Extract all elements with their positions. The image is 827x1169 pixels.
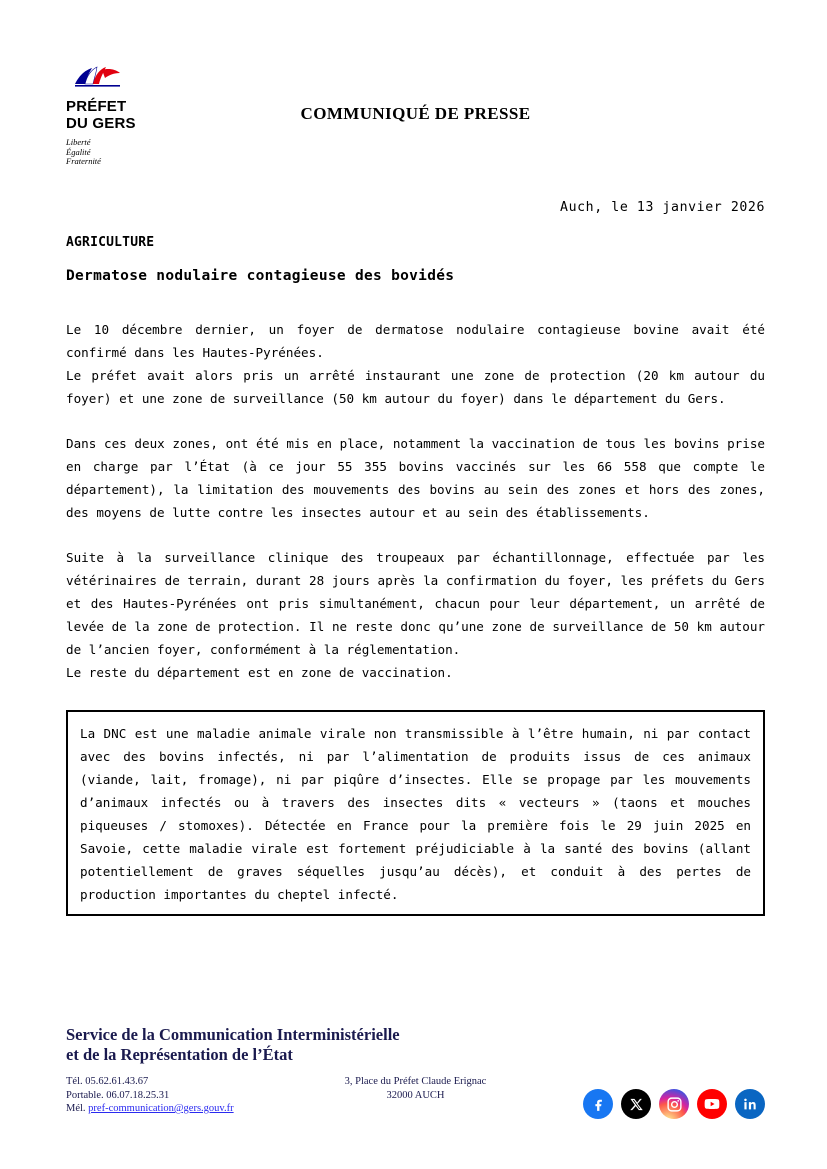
logo-title-line1: PRÉFET — [66, 98, 127, 115]
motto-line1: Liberté — [66, 137, 91, 147]
footer-address-line2: 32000 AUCH — [386, 1090, 445, 1101]
document-title: COMMUNIQUÉ DE PRESSE — [300, 104, 531, 123]
paragraph-5: Le reste du département est en zone de vaccination. — [66, 665, 453, 680]
footer-mail-row — [66, 1102, 234, 1116]
subject-heading: Dermatose nodulaire contagieuse des bovidés — [66, 268, 455, 284]
x-twitter-icon[interactable] — [621, 1089, 651, 1119]
marianne-logo-icon — [72, 62, 124, 96]
paragraph-3: Dans ces deux zones, ont été mis en place, notamment la vaccination de tous les bovins prise en charge par l’État (à ce jour 55 355 bovins vaccinés sur les 66 558 que compte le département), la limitation des mouvements des bovins au sein des zones et hors des zones, des moyens de lutte contre les insectes autour et au sein des établissements. — [66, 436, 765, 520]
footer-service-line1: Service de la Communication Interministérielle — [66, 1025, 400, 1044]
footer-mail-label: Mél. — [66, 1103, 86, 1114]
social-links — [583, 1089, 765, 1119]
footer-service-title — [66, 1025, 765, 1065]
footer-mobile: Portable. 06.07.18.25.31 — [66, 1089, 170, 1101]
paragraph-4: Suite à la surveillance clinique des troupeaux par échantillonnage, effectuée par les vétérinaires de terrain, durant 28 jours après la confirmation du foyer, les préfets du Gers et des Hautes-Pyrénées ont pris simultanément, chacun pour leur département, un arrêté de levée de la zone de protection. Il ne reste donc qu’une zone de surveillance de 50 km autour de l’ancien foyer, conformément à la réglementation. — [66, 550, 765, 657]
info-box — [66, 710, 765, 916]
motto-line3: Fraternité — [66, 156, 101, 166]
topic-label: AGRICULTURE — [66, 235, 155, 250]
document-body — [66, 318, 765, 684]
date-line: Auch, le 13 janvier 2026 — [560, 200, 765, 215]
paragraph-2: Le préfet avait alors pris un arrêté instaurant une zone de protection (20 km autour du foyer) et une zone de surveillance (50 km autour du foyer) dans le département du Gers. — [66, 368, 765, 406]
footer-columns — [66, 1075, 765, 1135]
document-header — [66, 52, 765, 172]
logo-title-line2: DU GERS — [66, 115, 136, 132]
linkedin-icon[interactable] — [735, 1089, 765, 1119]
motto-line2: Égalité — [66, 146, 91, 157]
footer-email-link[interactable]: pref-communication@gers.gouv.fr — [88, 1103, 234, 1114]
instagram-icon[interactable] — [659, 1089, 689, 1119]
facebook-icon[interactable] — [583, 1089, 613, 1119]
document-footer — [66, 1025, 765, 1135]
footer-phone: Tél. 05.62.61.43.67 — [66, 1076, 149, 1087]
footer-address-line1: 3, Place du Préfet Claude Erignac — [344, 1076, 487, 1087]
footer-service-line2: et de la Représentation de l’État — [66, 1045, 293, 1064]
youtube-icon[interactable] — [697, 1089, 727, 1119]
motto-block — [66, 138, 216, 167]
paragraph-1: Le 10 décembre dernier, un foyer de dermatose nodulaire contagieuse bovine avait été confirmé dans les Hautes-Pyrénées. — [66, 322, 765, 360]
info-box-text: La DNC est une maladie animale virale non transmissible à l’être humain, ni par contact avec des bovins infectés, ni par l’alimentation de produits issus de ces animaux (viande, lait, fromage), ni par piqûre d’insectes. Elle se propage par les mouvements d’animaux infectés ou à travers des insectes dits « vecteurs » (taons et mouches piqueuses / stomoxes). Détectée en France pour la première fois le 29 juin 2025 en Savoie, cette maladie virale est fortement préjudiciable à la santé des bovins (allant potentiellement de graves séquelles jusqu’au décès), et conduit à des pertes de production importantes du cheptel infecté. — [80, 726, 751, 902]
